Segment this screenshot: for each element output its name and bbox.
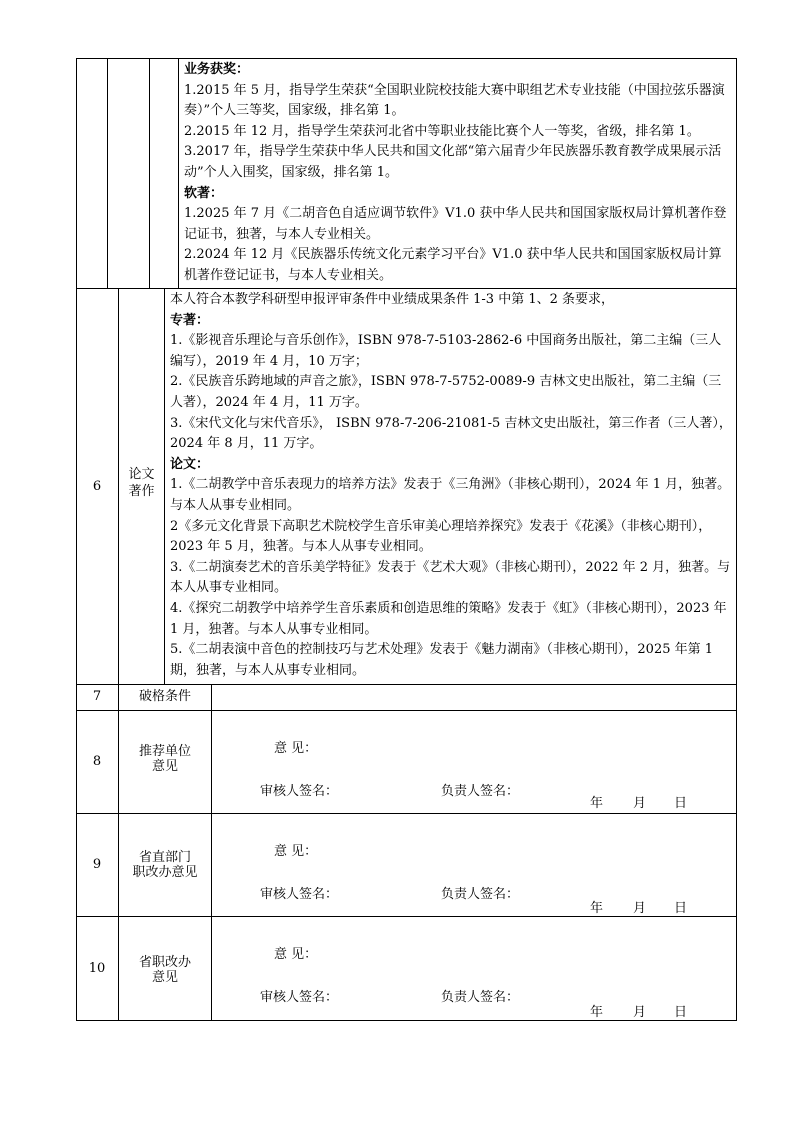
row6-number: 6	[92, 479, 102, 494]
row8-leader-signature: 负责人签名：	[441, 784, 520, 799]
row9-leader-signature: 负责人签名：	[441, 887, 520, 902]
row9-label-line2: 职改办意见	[132, 865, 198, 880]
row9-date-month: 月	[633, 901, 647, 916]
books-heading: 专著：	[170, 312, 210, 328]
papers-heading: 论文：	[170, 456, 210, 472]
row6-top	[76, 288, 737, 289]
paper-item: 1.《二胡教学中音乐表现力的培养方法》发表于《三角洲》（非核心期刊），2024 年 1 月，独著。与本人从事专业相同。	[170, 477, 731, 513]
row8-reviewer-signature: 审核人签名：	[260, 784, 339, 799]
paper-item: 5.《二胡表演中音色的控制技巧与艺术处理》发表于《魅力湖南》（非核心期刊），2025 年第 1 期，独著，与本人从事专业相同。	[170, 642, 714, 678]
award-item: 1.2015 年 5 月，指导学生荣获“全国职业院校技能大赛中职组艺术专业技能（中国拉弦乐器演奏）”个人三等奖，国家级，排名第 1。	[184, 82, 725, 119]
lower-divider-2	[211, 684, 212, 1021]
row10-reviewer-signature: 审核人签名：	[260, 990, 339, 1005]
row9-date-year: 年	[590, 901, 604, 916]
row8-date-year: 年	[590, 796, 604, 811]
row10-label-line1: 省职改办	[138, 955, 191, 970]
software-item: 1.2025 年 7 月《二胡音色自适应调节软件》V1.0 获中华人民共和国国家版权局计算机著作登记证书，独著，与本人专业相关。	[184, 206, 727, 242]
row6-content	[170, 290, 732, 681]
awards-heading: 业务获奖：	[184, 62, 250, 77]
row9-reviewer-signature: 审核人签名：	[260, 887, 339, 902]
row9-label	[119, 850, 211, 880]
row10-date-year: 年	[590, 1005, 604, 1020]
row10-label-line2: 意见	[151, 970, 178, 985]
book-item: 2.《民族音乐跨地域的声音之旅》，ISBN 978-7-5752-0089-9 吉林文史出版社，第二主编（三人著），2024 年 4 月，11 万字。	[170, 374, 722, 410]
row8-date-day: 日	[674, 796, 688, 811]
row9-date-day: 日	[674, 901, 688, 916]
row8-number: 8	[92, 754, 102, 769]
row10-opinion: 意 见：	[274, 947, 318, 962]
paper-item: 4.《探究二胡教学中培养学生音乐素质和创造思维的策略》发表于《虹》（非核心期刊），2023 年 1 月，独著。与本人从事专业相同。	[170, 600, 727, 637]
award-item: 3.2017 年，指导学生荣获中华人民共和国文化部“第六届青少年民族器乐教育教学成果展示活动”个人入围奖，国家级，排名第 1。	[184, 144, 722, 180]
row8-label	[119, 744, 211, 774]
row7-number: 7	[92, 689, 102, 704]
book-item: 1.《影视音乐理论与音乐创作》，ISBN 978-7-5103-2862-6 中国商务出版社，第二主编（三人编写），2019 年 4 月，10 万字；	[170, 333, 722, 369]
row9-label-line1: 省直部门	[138, 850, 191, 865]
border-top	[76, 58, 737, 59]
row8-label-line2: 意见	[151, 759, 178, 774]
row6-label-line1: 论文	[128, 467, 155, 482]
top-divider-1	[107, 58, 108, 288]
row10-leader-signature: 负责人签名：	[441, 990, 520, 1005]
row8-date-month: 月	[633, 796, 647, 811]
top-divider-3	[178, 58, 179, 288]
row10-date-month: 月	[633, 1005, 647, 1020]
paper-item: 2《多元文化背景下高职艺术院校学生音乐审美心理培养探究》发表于《花溪》（非核心期刊），2023 年 5 月，独著。与本人从事专业相同。	[170, 518, 712, 555]
software-heading: 软著：	[184, 185, 224, 201]
row9-number: 9	[92, 857, 102, 872]
row8-label-line1: 推荐单位	[138, 744, 191, 759]
row7-top	[76, 684, 737, 685]
top-block-content	[184, 60, 732, 287]
border-right	[736, 58, 737, 1021]
row7-label: 破格条件	[138, 689, 191, 704]
row10-number: 10	[88, 961, 106, 976]
software-item: 2.2024 年 12 月《民族器乐传统文化元素学习平台》V1.0 获中华人民共和国国家版权局计算机著作登记证书，与本人专业相关。	[184, 247, 722, 283]
award-item: 2.2015 年 12 月，指导学生荣获河北省中等职业技能比赛个人一等奖，省级，排名第 1。	[184, 123, 700, 139]
row10-label	[119, 955, 211, 985]
book-item: 3.《宋代文化与宋代音乐》， ISBN 978-7-206-21081-5 吉林文史出版社，第三作者（三人著），2024 年 8 月，11 万字。	[170, 415, 732, 452]
row6-label	[119, 466, 164, 500]
row8-top	[76, 710, 737, 711]
paper-item: 3.《二胡演奏艺术的音乐美学特征》发表于《艺术大观》（非核心期刊），2022 年 2 月，独著。与本人从事专业相同。	[170, 559, 731, 596]
row6-divider-2	[164, 288, 165, 684]
top-divider-2	[149, 58, 150, 288]
row10-date-day: 日	[674, 1005, 688, 1020]
row9-opinion: 意 见：	[274, 844, 318, 859]
border-left	[76, 58, 77, 1021]
row6-intro: 本人符合本教学科研型申报评审条件中业绩成果条件 1-3 中第 1、2 条要求，	[170, 292, 615, 307]
row8-opinion: 意 见：	[274, 741, 318, 756]
row6-label-line2: 著作	[128, 484, 155, 499]
